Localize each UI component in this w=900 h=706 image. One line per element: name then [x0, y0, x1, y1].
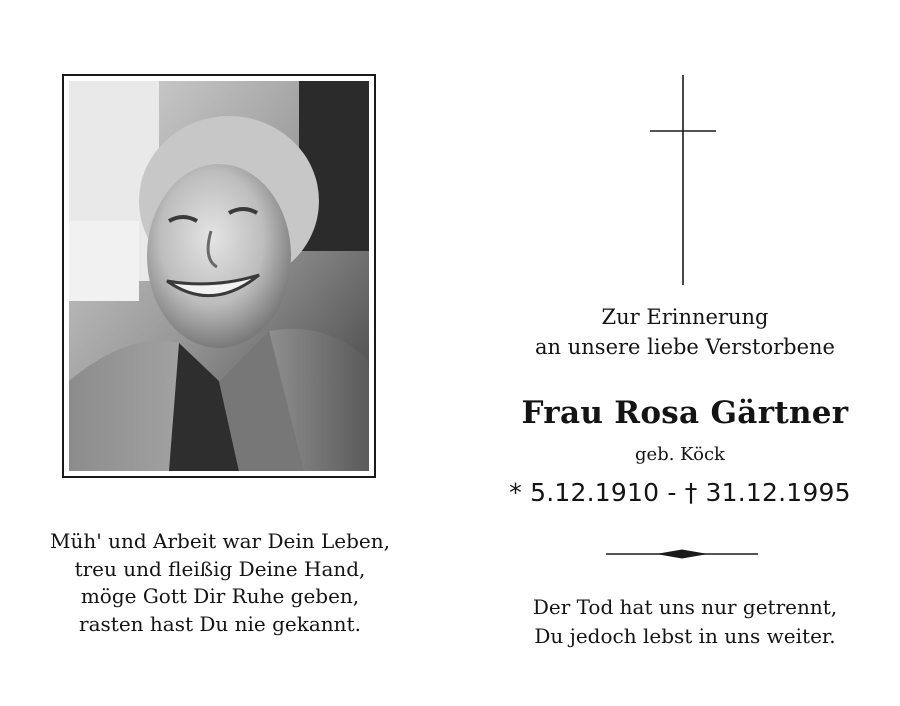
maiden-name: geb. Köck: [635, 444, 725, 465]
cross-icon: [648, 75, 718, 285]
poem-line: treu und fleißig Deine Hand,: [74, 556, 366, 581]
intro-line-2: an unsere liebe Verstorbene: [535, 335, 835, 359]
life-dates: * 5.12.1910 - † 31.12.1995: [509, 478, 851, 507]
poem-line: möge Gott Dir Ruhe geben,: [80, 584, 360, 608]
portrait-photo: [69, 81, 369, 471]
quote-line-2: Du jedoch lebst in uns weiter.: [534, 624, 836, 648]
deceased-name: Frau Rosa Gärtner: [521, 395, 849, 431]
poem: [20, 528, 420, 638]
closing-quote: [500, 593, 870, 651]
portrait-frame: [62, 74, 376, 478]
poem-line: Müh' und Arbeit war Dein Leben,: [50, 529, 390, 553]
ornament-divider-icon: [606, 547, 758, 561]
poem-line: rasten hast Du nie gekannt.: [79, 611, 361, 636]
quote-line-1: Der Tod hat uns nur getrennt,: [532, 595, 838, 619]
remembrance-intro: [500, 302, 870, 362]
intro-line-1: Zur Erinnerung: [601, 305, 769, 329]
